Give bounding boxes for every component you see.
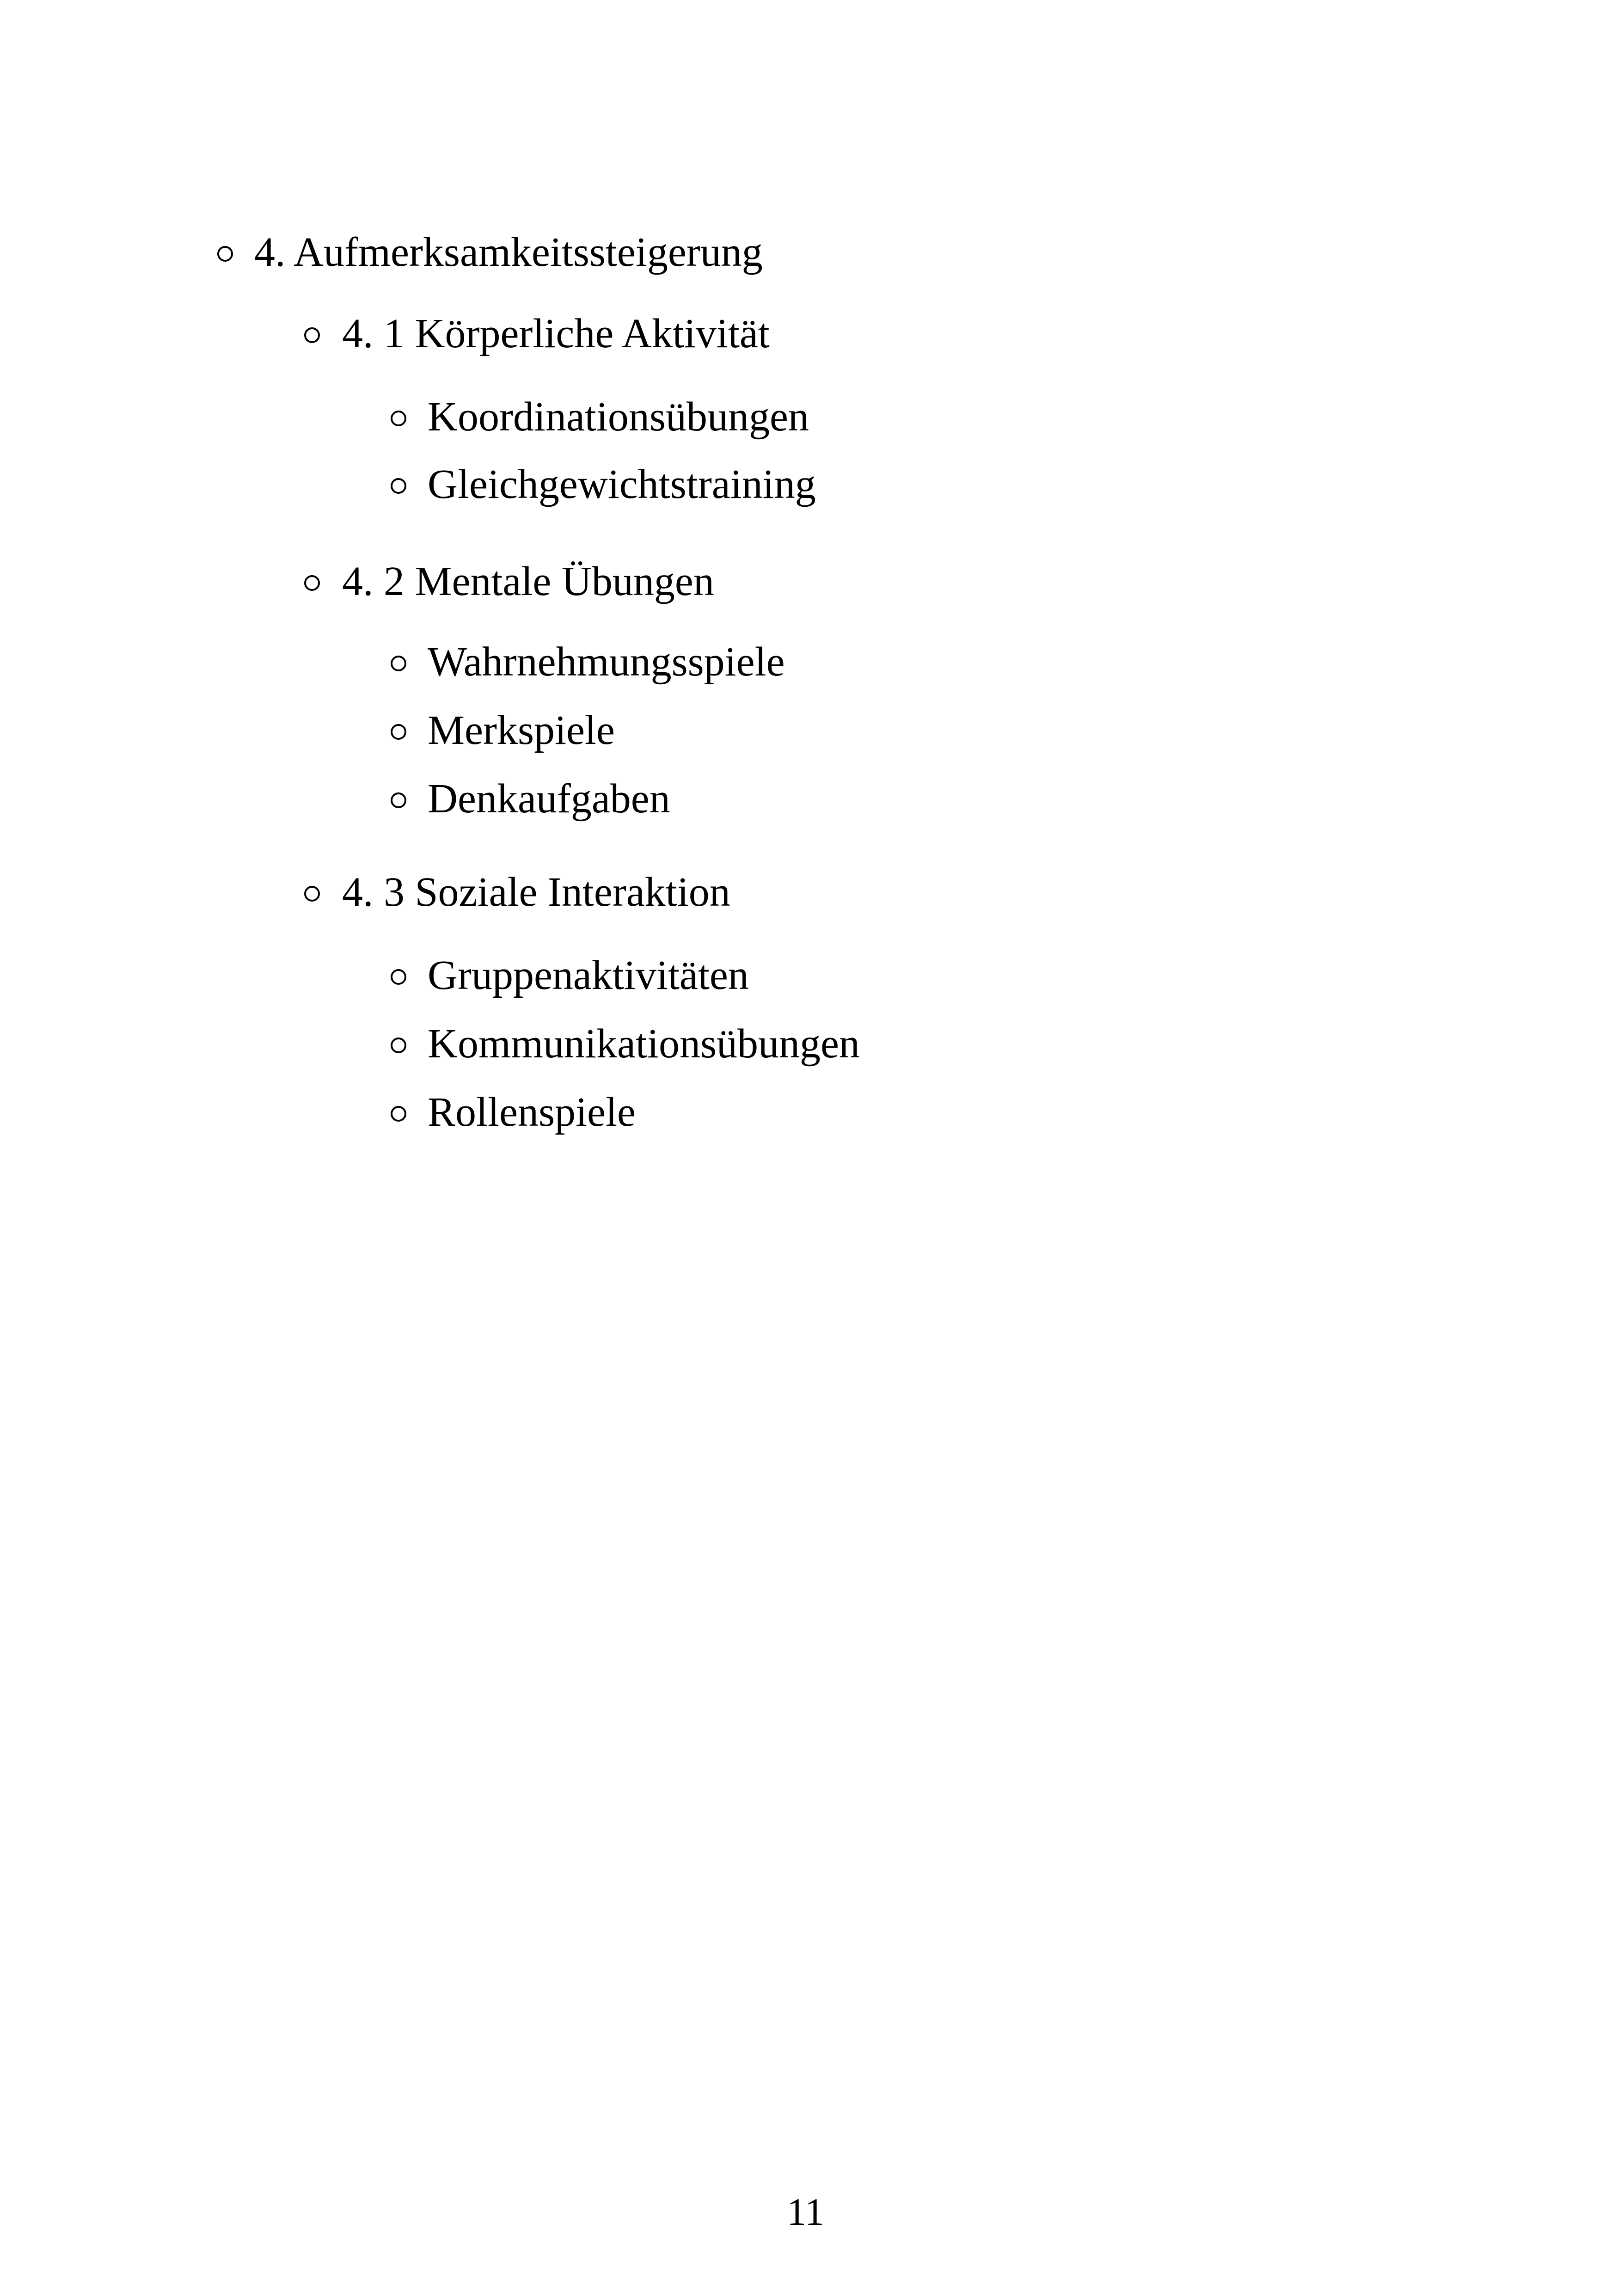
bullet-circle-icon xyxy=(391,724,406,740)
bullet-circle-icon xyxy=(391,656,406,671)
bullet-circle-icon xyxy=(217,246,233,262)
bullet-circle-icon xyxy=(391,411,406,426)
bullet-circle-icon xyxy=(391,1106,406,1122)
bullet-circle-icon xyxy=(391,478,406,494)
bullet-circle-icon xyxy=(304,327,320,343)
document-page: 4. Aufmerksamkeitssteigerung 4. 1 Körperliche Aktivität Koordinationsübungen Gleichgewichtstraining 4. 2 Mentale Übungen Wahrnehmungsspiele Merkspiele Denkaufgaben 4. 3 Soziale Interaktion Gruppenaktivitäten Kommunikationsübungen Rollenspiele 11 xyxy=(0,0,1618,2296)
bullet-circle-icon xyxy=(304,886,320,902)
bullet-circle-icon xyxy=(391,792,406,808)
bullet-circle-icon xyxy=(304,575,320,591)
bullet-circle-icon xyxy=(391,969,406,985)
bullet-circle-icon xyxy=(391,1037,406,1053)
page-number: 11 xyxy=(787,2191,824,2234)
